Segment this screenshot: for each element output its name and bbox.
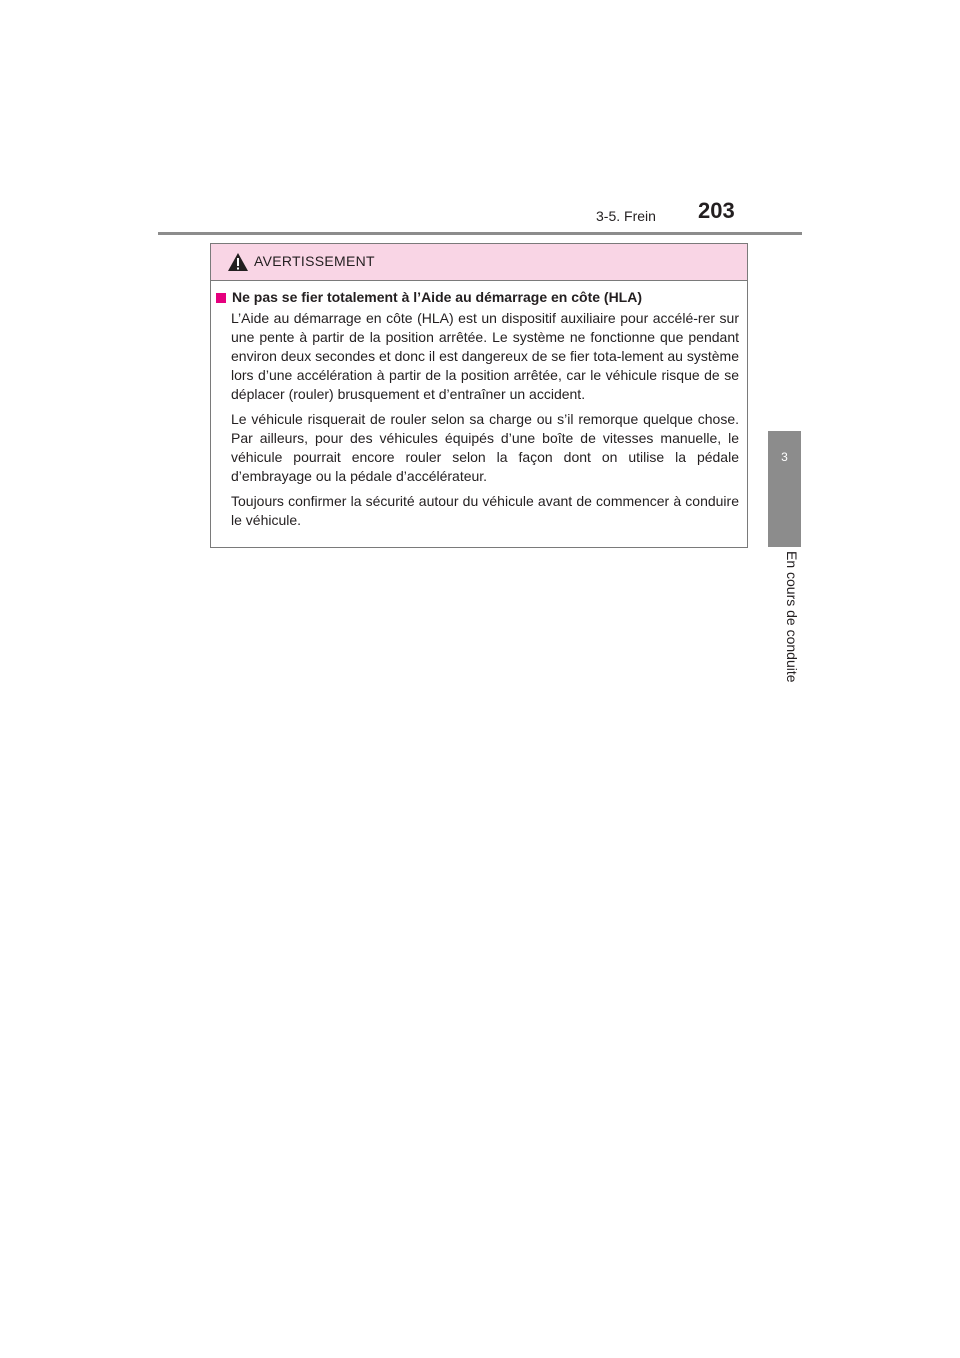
header-rule bbox=[158, 232, 802, 235]
warning-triangle-icon bbox=[227, 252, 249, 272]
warning-subheading-text: Ne pas se fier totalement à l’Aide au démarrage en côte (HLA) bbox=[232, 289, 643, 305]
warning-paragraph: Le véhicule risquerait de rouler selon sa charge ou s’il remorque quelque chose. Par ailleurs, pour des véhicules équipés d’une boîte de vitesses manuelle, le véhicule pourrait encore rouler selon la façon dont on utilise la pédale d’embrayage ou la pédale d’accélérateur. bbox=[231, 411, 739, 484]
warning-box bbox=[210, 243, 748, 548]
warning-paragraph: L’Aide au démarrage en côte (HLA) est un dispositif auxiliaire pour accélé-rer sur une pente à partir de la position arrêtée. Le système ne fonctionne que pendant environ deux secondes et donc il est dangereux de se fier tota-lement au système lors d’une accélération à partir de la position arrêtée, car le véhicule risque de se déplacer (rouler) brusquement et d’entraîner un accident. bbox=[231, 310, 739, 402]
warning-paragraph: Toujours confirmer la sécurité autour du véhicule avant de commencer à conduire le véhicule. bbox=[231, 493, 739, 528]
chapter-tab bbox=[768, 431, 801, 547]
square-bullet-icon bbox=[216, 293, 226, 303]
warning-header bbox=[211, 244, 747, 281]
chapter-title: En cours de conduite bbox=[784, 551, 800, 683]
chapter-tab-number: 3 bbox=[781, 450, 788, 464]
warning-subheading bbox=[216, 288, 739, 307]
warning-body bbox=[211, 281, 747, 530]
warning-label: AVERTISSEMENT bbox=[254, 253, 375, 269]
page-number: 203 bbox=[698, 198, 735, 223]
section-title: 3-5. Frein bbox=[596, 208, 656, 224]
